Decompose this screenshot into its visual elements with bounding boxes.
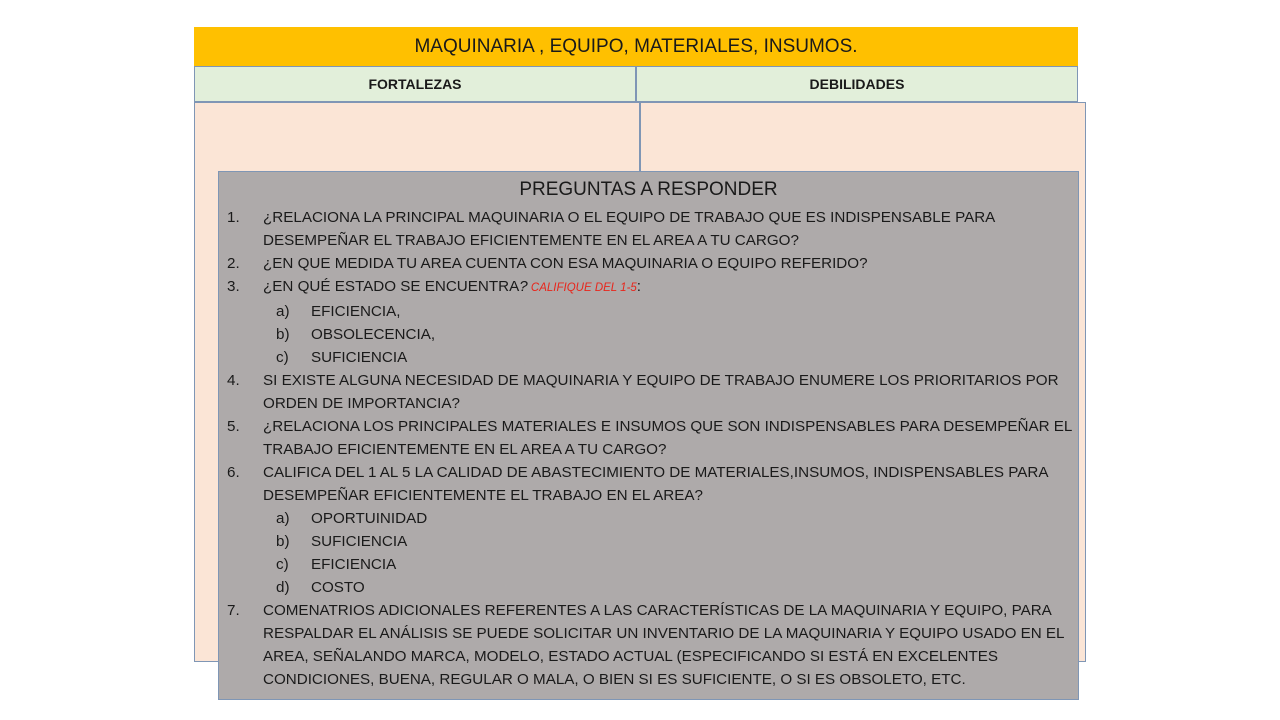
rating-note: CALIFIQUE DEL 1-5 <box>527 282 637 294</box>
question-number: 1. <box>227 209 240 226</box>
question-text: ¿EN QUÉ ESTADO SE ENCUENTRA <box>263 278 520 295</box>
question-6 <box>219 461 1080 507</box>
question-number: 4. <box>227 372 240 389</box>
question-1 <box>219 206 1080 252</box>
subitem-letter: b) <box>276 326 290 343</box>
question-text: ¿RELACIONA LA PRINCIPAL MAQUINARIA O EL EQUIPO DE TRABAJO QUE ES INDISPENSABLE PARA DESEMPEÑAR EL TRABAJO EFICIENTEMENTE EN EL AREA A TU CARGO? <box>263 209 995 249</box>
question-text: ¿RELACIONA LOS PRINCIPALES MATERIALES E INSUMOS QUE SON INDISPENSABLES PARA DESEMPEÑAR EL TRABAJO EFICIENTEMENTE EN EL AREA A TU CARGO? <box>263 418 1072 458</box>
subitem <box>219 507 1080 530</box>
question-number: 5. <box>227 418 240 435</box>
subitem-text: SUFICIENCIA <box>311 349 408 366</box>
subitem-letter: d) <box>276 579 290 596</box>
question-number: 7. <box>227 602 240 619</box>
subitem <box>219 323 1080 346</box>
header-fortalezas: FORTALEZAS <box>194 66 636 102</box>
question-colon: : <box>636 278 642 295</box>
question-text: CALIFICA DEL 1 AL 5 LA CALIDAD DE ABASTECIMIENTO DE MATERIALES,INSUMOS, INDISPENSABLES PARA DESEMPEÑAR EFICIENTEMENTE EL TRABAJO EN EL AREA? <box>263 464 1048 504</box>
subitem-letter: a) <box>276 510 290 527</box>
subitem-letter: c) <box>276 349 289 366</box>
question-5 <box>219 415 1080 461</box>
subitem-text: EFICIENCIA <box>311 556 397 573</box>
subitem-letter: b) <box>276 533 290 550</box>
table-header-row <box>194 66 1078 102</box>
subitem <box>219 300 1080 323</box>
subitem-text: OBSOLECENCIA, <box>311 326 436 343</box>
subitem <box>219 346 1080 369</box>
questions-list <box>219 206 1080 691</box>
question-3 <box>219 275 1080 300</box>
subitem <box>219 530 1080 553</box>
subitem-text: EFICIENCIA, <box>311 303 401 320</box>
subitem-text: SUFICIENCIA <box>311 533 408 550</box>
subitem-letter: a) <box>276 303 290 320</box>
subitem <box>219 553 1080 576</box>
question-2 <box>219 252 1080 275</box>
panel-title: PREGUNTAS A RESPONDER <box>519 179 778 200</box>
question-text: SI EXISTE ALGUNA NECESIDAD DE MAQUINARIA Y EQUIPO DE TRABAJO ENUMERE LOS PRIORITARIOS POR ORDEN DE IMPORTANCIA? <box>263 372 1059 412</box>
question-text: COMENATRIOS ADICIONALES REFERENTES A LAS CARACTERÍSTICAS DE LA MAQUINARIA Y EQUIPO, PARA RESPALDAR EL ANÁLISIS SE PUEDE SOLICITAR UN INVENTARIO DE LA MAQUINARIA Y EQUIPO USADO EN EL AREA, SEÑALANDO MARCA, MODELO, ESTADO ACTUAL (ESPECIFICANDO SI ESTÁ EN EXCELENTES CONDICIONES, BUENA, REGULAR O MALA, O BIEN SI ES SUFICIENTE, O SI ES OBSOLETO, ETC. <box>263 602 1064 688</box>
subitem <box>219 576 1080 599</box>
subitem-letter: c) <box>276 556 289 573</box>
questions-panel <box>218 171 1079 700</box>
question-number: 2. <box>227 255 240 272</box>
question-7 <box>219 599 1080 691</box>
subitem-text: COSTO <box>311 579 365 596</box>
question-mark: ? <box>519 278 528 295</box>
question-text: ¿EN QUE MEDIDA TU AREA CUENTA CON ESA MAQUINARIA O EQUIPO REFERIDO? <box>263 255 868 272</box>
header-debilidades: DEBILIDADES <box>636 66 1078 102</box>
question-4 <box>219 369 1080 415</box>
slide-title: MAQUINARIA , EQUIPO, MATERIALES, INSUMOS. <box>194 27 1078 66</box>
question-number: 3. <box>227 278 240 295</box>
subitem-text: OPORTUINIDAD <box>311 510 428 527</box>
question-number: 6. <box>227 464 240 481</box>
